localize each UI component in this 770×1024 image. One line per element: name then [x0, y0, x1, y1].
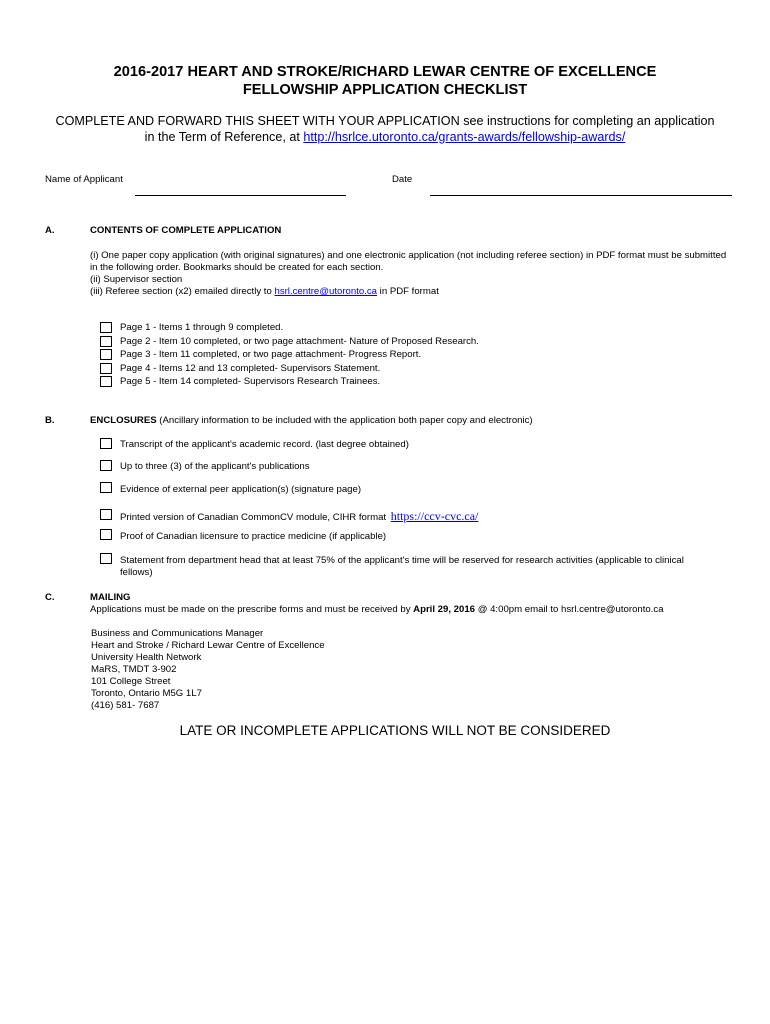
enclosure-commoncv: [120, 510, 478, 524]
enclosure-publications: Up to three (3) of the applicant's publications: [120, 461, 310, 472]
enclosure-transcript: Transcript of the applicant's academic record. (last degree obtained): [120, 439, 409, 450]
enclosure-licensure: Proof of Canadian licensure to practice medicine (if applicable): [120, 531, 387, 542]
address-line: (416) 581- 7687: [91, 700, 160, 711]
mailing-instruction: [90, 604, 664, 616]
checkbox-page-1[interactable]: [100, 322, 112, 333]
section-b-letter: B.: [45, 415, 55, 426]
referee-email-link[interactable]: hsrl.centre@utoronto.ca: [274, 286, 378, 297]
section-c-letter: C.: [45, 592, 55, 603]
address-line: Toronto, Ontario M5G 1L7: [91, 688, 202, 699]
enclosure-department-statement: Statement from department head that at least 75% of the applicant's time will be reserved for research activities (applicable to clinical: [120, 555, 684, 566]
commoncv-text: Printed version of Canadian CommonCV module, CIHR format: [120, 512, 389, 523]
checkbox-transcript[interactable]: [100, 438, 112, 449]
checklist-page-3: Page 3 - Item 11 completed, or two page attachment- Progress Report.: [120, 349, 422, 360]
enclosure-peer-application: Evidence of external peer application(s) (signature page): [120, 484, 362, 495]
address-line: Business and Communications Manager: [91, 628, 264, 639]
referee-text-suffix: in PDF format: [377, 286, 439, 297]
address-line: MaRS, TMDT 3-902: [91, 664, 177, 675]
section-a-para-line1: (i) One paper copy application (with original signatures) and one electronic application (not including referee section) in PDF format must be submitted: [90, 250, 727, 261]
date-field[interactable]: [430, 195, 732, 196]
checkbox-page-2[interactable]: [100, 336, 112, 347]
mailing-prefix: Applications must be made on the prescribe forms and must be received by: [90, 604, 414, 615]
section-b-heading: ENCLOSURES: [90, 415, 157, 426]
terms-of-reference-link[interactable]: http://hsrlce.utoronto.ca/grants-awards/fellowship-awards/: [303, 130, 626, 144]
instruction-line2: [20, 129, 750, 145]
section-b-heading-line: [90, 415, 533, 427]
section-a-para-line2: in the following order. Bookmarks should be created for each section.: [90, 262, 384, 273]
checkbox-licensure[interactable]: [100, 529, 112, 540]
checkbox-page-4[interactable]: [100, 363, 112, 374]
checkbox-department-statement[interactable]: [100, 553, 112, 564]
checkbox-publications[interactable]: [100, 460, 112, 471]
instruction-line1: COMPLETE AND FORWARD THIS SHEET WITH YOUR APPLICATION see instructions for completing an application: [55, 114, 715, 128]
section-a-letter: A.: [45, 225, 55, 236]
address-line: University Health Network: [91, 652, 202, 663]
mailing-suffix: @ 4:00pm email to hsrl.centre@utoronto.ca: [475, 604, 664, 615]
checklist-page-4: Page 4 - Items 12 and 13 completed- Supervisors Statement.: [120, 363, 381, 374]
referee-text-prefix: (iii) Referee section (x2) emailed directly to: [90, 286, 275, 297]
document-title-line2: FELLOWSHIP APPLICATION CHECKLIST: [242, 82, 528, 98]
deadline-date: April 29, 2016: [413, 604, 476, 615]
ccv-link[interactable]: https://ccv-cvc.ca/: [390, 509, 479, 523]
checklist-page-2: Page 2 - Item 10 completed, or two page attachment- Nature of Proposed Research.: [120, 336, 479, 347]
checkbox-peer-application[interactable]: [100, 482, 112, 493]
section-c-heading: MAILING: [90, 592, 131, 603]
enclosure-department-statement-line2: fellows): [120, 567, 153, 578]
name-of-applicant-label: Name of Applicant: [45, 174, 123, 185]
name-of-applicant-field[interactable]: [135, 195, 346, 196]
date-label: Date: [392, 174, 413, 185]
address-line: 101 College Street: [91, 676, 171, 687]
section-a-para-line3: (ii) Supervisor section: [90, 274, 183, 285]
checkbox-commoncv[interactable]: [100, 509, 112, 520]
instruction-line2-prefix: in the Term of Reference, at: [144, 130, 304, 144]
checklist-page-5: Page 5 - Item 14 completed- Supervisors Research Trainees.: [120, 376, 381, 387]
checklist-page-1: Page 1 - Items 1 through 9 completed.: [120, 322, 284, 333]
late-applications-notice: LATE OR INCOMPLETE APPLICATIONS WILL NOT BE CONSIDERED: [179, 723, 611, 738]
checkbox-page-3[interactable]: [100, 349, 112, 360]
section-b-heading-note: (Ancillary information to be included with the application both paper copy and electronic): [156, 415, 533, 426]
checkbox-page-5[interactable]: [100, 376, 112, 387]
section-a-para-line4: [90, 286, 439, 298]
address-line: Heart and Stroke / Richard Lewar Centre of Excellence: [91, 640, 325, 651]
document-title-line1: 2016-2017 HEART AND STROKE/RICHARD LEWAR CENTRE OF EXCELLENCE: [113, 64, 657, 80]
section-a-heading: CONTENTS OF COMPLETE APPLICATION: [90, 225, 282, 236]
